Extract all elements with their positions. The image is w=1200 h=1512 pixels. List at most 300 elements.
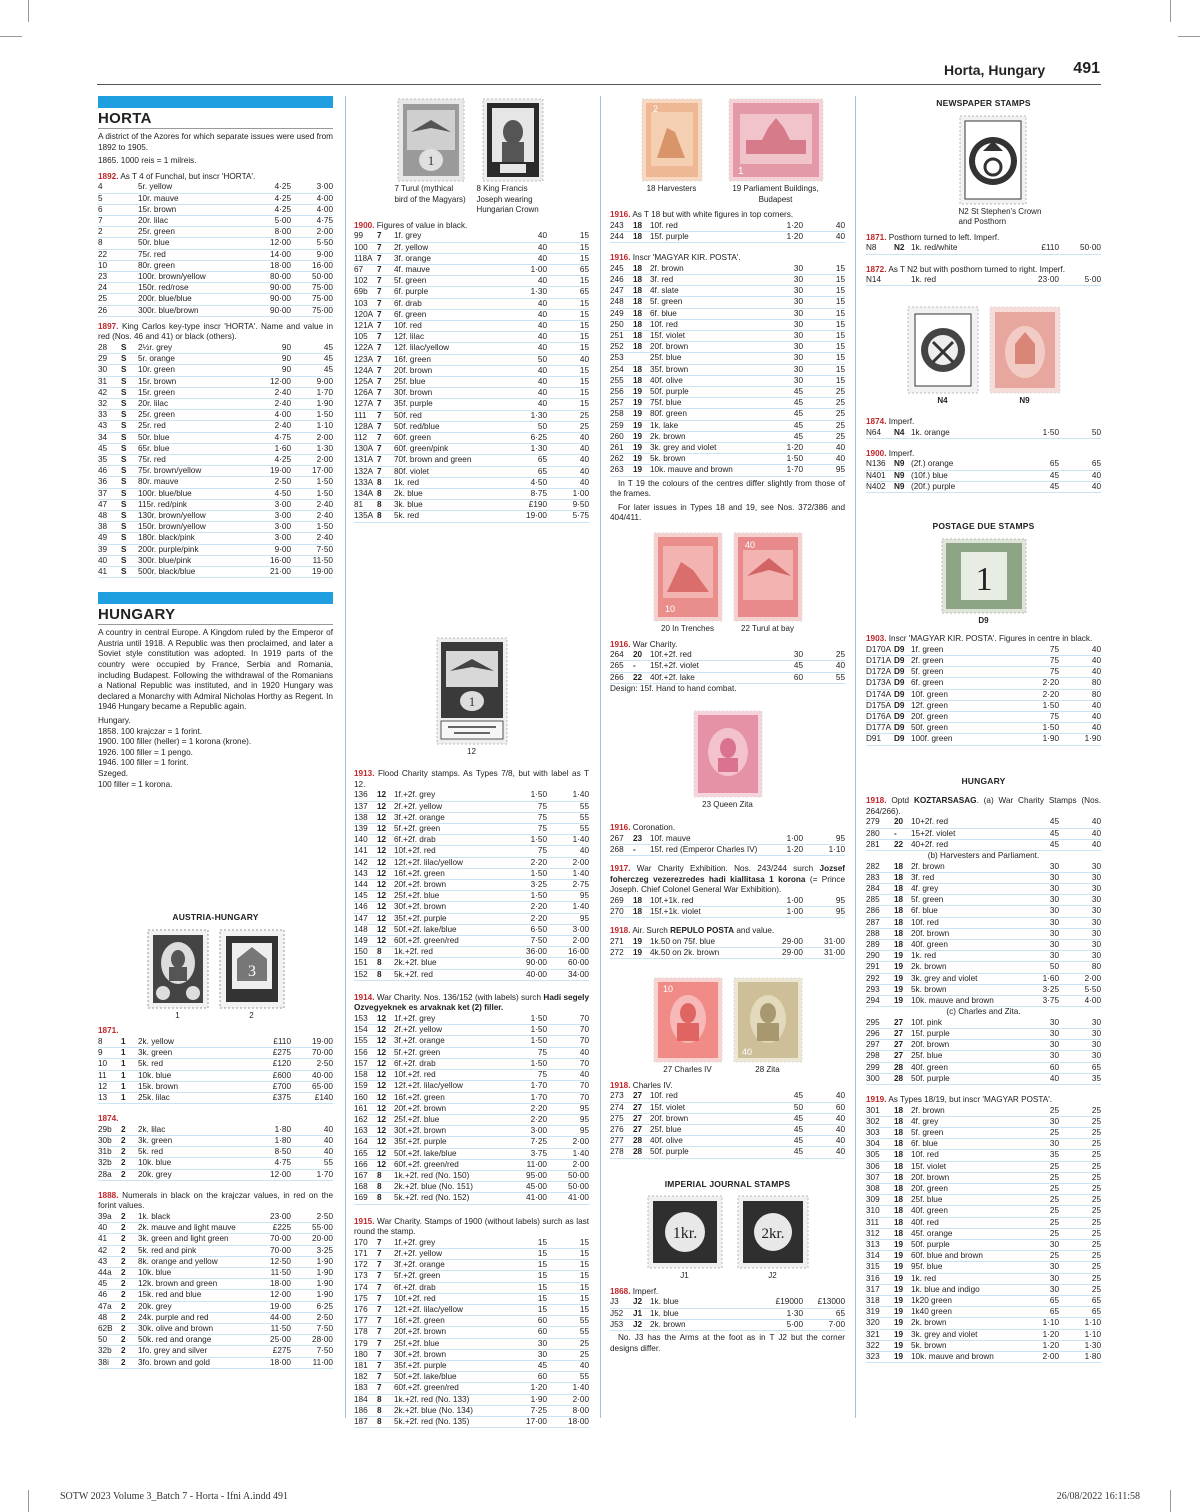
- mint-price: 40: [537, 276, 547, 286]
- stamp-table: [866, 1106, 1101, 1364]
- type-number: 19: [633, 454, 643, 464]
- description: 80f. violet: [394, 466, 430, 476]
- type-number: 19: [633, 398, 643, 408]
- catalogue-number: 263: [610, 465, 624, 475]
- type-number: 2: [121, 1335, 126, 1345]
- used-price: 1·40: [572, 868, 589, 878]
- description: 2f.+2f. yellow: [394, 1025, 443, 1035]
- used-price: 15: [579, 1282, 589, 1292]
- description: 25f. blue: [650, 353, 682, 363]
- catalogue-number: D171A: [866, 655, 892, 665]
- table-row: [354, 858, 589, 869]
- mint-price: 75: [537, 812, 547, 822]
- mint-price: 9·00: [274, 544, 291, 554]
- catalogue-number: 316: [866, 1273, 880, 1283]
- mint-price: £110: [273, 1036, 291, 1046]
- table-row: [354, 1260, 589, 1271]
- type-number: 18: [894, 1217, 904, 1227]
- mint-price: 95·00: [526, 1170, 547, 1180]
- description: 3f. red: [650, 274, 674, 284]
- mint-price: £120: [272, 1059, 291, 1069]
- figure-caption: 7 Turul (mythical bird of the Magyars): [394, 184, 466, 204]
- description: 50r. blue: [138, 238, 170, 248]
- used-price: 40: [835, 1147, 845, 1157]
- type-number: 2: [121, 1223, 126, 1233]
- description: 20r. lilac: [138, 215, 169, 225]
- table-row: [610, 1147, 845, 1158]
- header-rule: [97, 84, 1101, 85]
- description: 10k. mauve and brown: [911, 996, 994, 1005]
- table-row: [866, 1341, 1101, 1352]
- issue-heading: 1918. Optd KOZTARSASAG. (a) War Charity Stamps (Nos. 264/266).: [866, 796, 1101, 816]
- catalogue-number: 296: [866, 1029, 880, 1038]
- type-number: 8: [377, 969, 382, 979]
- description: 40f. olive: [650, 375, 683, 385]
- mint-price: 1·50: [530, 835, 547, 845]
- catalogue-number: 183: [354, 1383, 368, 1393]
- type-number: 7: [377, 1349, 382, 1359]
- catalogue-number: 136: [354, 790, 368, 800]
- crop-mark: [1178, 36, 1200, 37]
- used-price: 1·50: [316, 488, 333, 498]
- type-number: S: [121, 432, 127, 442]
- mint-price: 30: [537, 1349, 547, 1359]
- table-row: [354, 958, 589, 969]
- mint-price: 45: [793, 398, 803, 408]
- type-number: 7: [377, 231, 382, 241]
- description: 25f. blue: [394, 377, 426, 387]
- description: 20f. brown: [911, 1172, 950, 1182]
- description: 2k. yellow: [138, 1036, 174, 1046]
- mint-price: 40: [537, 309, 547, 319]
- used-price: 45: [323, 343, 333, 352]
- type-number: S: [121, 567, 127, 577]
- type-number: 8: [377, 947, 382, 957]
- mint-price: 30: [793, 308, 803, 318]
- used-price: 25: [1091, 1184, 1101, 1194]
- mint-price: 7·25: [530, 1405, 547, 1415]
- table-row: [866, 974, 1101, 985]
- table-row: [354, 1070, 589, 1081]
- mint-price: 60: [537, 1327, 547, 1337]
- mint-price: 17·00: [526, 1416, 547, 1426]
- used-price: 19·00: [312, 567, 333, 577]
- description: 5f. green: [911, 1128, 944, 1138]
- type-number: 18: [894, 1161, 904, 1171]
- mint-price: 2·20: [1042, 678, 1059, 688]
- used-price: 40: [579, 455, 589, 465]
- table-row: [354, 1182, 589, 1193]
- used-price: 40·00: [312, 1070, 333, 1080]
- mint-price: £110: [1041, 243, 1059, 253]
- type-number: 18: [894, 1116, 904, 1126]
- type-number: N9: [894, 459, 905, 469]
- used-price: 80: [1091, 678, 1101, 688]
- description: 16f.+2f. green: [394, 868, 445, 878]
- description: 2f.+2f. yellow: [394, 1248, 443, 1258]
- figure-caption: 22 Turul at bay: [741, 624, 794, 634]
- type-number: 7: [377, 253, 382, 263]
- description: 5f.+2f. green: [394, 824, 441, 834]
- page-number: 491: [1073, 60, 1100, 77]
- type-number: 19: [633, 409, 643, 419]
- description: 2k. brown: [650, 1319, 686, 1329]
- used-price: 30: [1091, 917, 1101, 927]
- table-row: [866, 1330, 1101, 1341]
- catalogue-number: 6: [98, 204, 103, 214]
- description: 115r. red/pink: [138, 499, 188, 509]
- table-row: [354, 1327, 589, 1338]
- description: 25f. blue: [650, 1124, 682, 1134]
- catalogue-number: 111: [354, 410, 367, 420]
- mint-price: 19·00: [270, 466, 291, 476]
- mint-price: 30: [793, 364, 803, 374]
- used-price: 95: [835, 465, 845, 475]
- description: 10f. red: [911, 1150, 939, 1160]
- mint-price: 30: [1049, 1240, 1059, 1250]
- type-number: 23: [633, 833, 643, 843]
- catalogue-number: 118A: [354, 253, 373, 263]
- figure-caption: 12: [467, 746, 476, 756]
- type-number: 19: [894, 1240, 904, 1250]
- catalogue-number: 40: [98, 1223, 108, 1233]
- mint-price: 7·50: [530, 936, 547, 946]
- catalogue-number: 309: [866, 1195, 880, 1205]
- table-row: [610, 221, 845, 232]
- running-title: Horta, Hungary: [944, 62, 1046, 78]
- used-price: 25: [579, 1338, 589, 1348]
- used-price: 7·50: [316, 1346, 333, 1356]
- description: 1k.+2f. red (No. 133): [394, 1394, 470, 1404]
- table-row: [866, 471, 1101, 482]
- type-number: 2: [121, 1267, 126, 1277]
- type-number: 28: [894, 1062, 904, 1072]
- type-number: 1: [121, 1070, 126, 1080]
- description: 2f.+2f. yellow: [394, 801, 443, 811]
- mint-price: 2·40: [274, 399, 291, 409]
- type-number: S: [121, 343, 127, 352]
- mint-price: 70·00: [270, 1234, 291, 1244]
- used-price: 65: [579, 287, 589, 297]
- mint-price: 30: [1049, 1139, 1059, 1149]
- mint-price: 60: [537, 1316, 547, 1326]
- type-number: 18: [633, 331, 643, 340]
- catalogue-number: 257: [610, 398, 624, 408]
- table-row: [98, 205, 333, 216]
- column-separator: [600, 96, 601, 1418]
- table-row: [354, 500, 589, 511]
- mint-price: 6·50: [530, 924, 547, 934]
- type-number: 2: [121, 1245, 126, 1255]
- issue-heading: 1871. Posthorn turned to left. Imperf.: [866, 232, 1000, 242]
- catalogue-number: 312: [866, 1228, 880, 1238]
- table-row: [610, 331, 845, 342]
- table-row: [610, 1091, 845, 1102]
- mint-price: 3·25: [530, 880, 547, 890]
- type-number: 18: [633, 286, 643, 296]
- table-row: [98, 567, 333, 578]
- used-price: 25: [1091, 1128, 1101, 1138]
- mint-price: 14·00: [270, 249, 291, 259]
- catalogue-number: 10: [98, 1059, 108, 1069]
- table-row: [866, 1318, 1101, 1329]
- mint-price: 45: [793, 1091, 803, 1101]
- used-price: 4·00: [316, 204, 333, 214]
- mint-price: 75: [1049, 655, 1059, 665]
- description: 4f. slate: [650, 286, 679, 296]
- type-number: S: [121, 387, 127, 397]
- catalogue-number: 81: [354, 500, 364, 510]
- used-price: 2·40: [316, 499, 333, 509]
- type-number: S: [121, 533, 127, 543]
- description: 25r. green: [138, 410, 175, 420]
- description: 4f. grey: [911, 883, 939, 893]
- catalogue-number: D172A: [866, 667, 892, 677]
- used-price: 40: [323, 1147, 333, 1157]
- catalogue-number: 67: [354, 264, 364, 274]
- mint-price: 75: [537, 1047, 547, 1057]
- stamp-figure: [693, 710, 763, 811]
- type-number: 8: [377, 1394, 382, 1404]
- catalogue-number: 256: [610, 387, 624, 397]
- used-price: 17·00: [312, 466, 333, 476]
- mint-price: 29·00: [782, 947, 803, 957]
- type-number: D9: [894, 667, 905, 677]
- table-row: [98, 377, 333, 388]
- type-number: 12: [377, 924, 387, 934]
- table-row: [866, 1051, 1101, 1062]
- type-number: 7: [377, 321, 382, 330]
- mint-price: 65: [1049, 459, 1059, 469]
- table-row: [866, 1352, 1101, 1363]
- currency-line: Szeged.: [98, 768, 129, 778]
- hungary-intro: A country in central Europe. A Kingdom ruled by the Emperor of Austria until 1918. A Republic was then proclaimed, and later a Soviet style constitution was adopted. In 1919 parts of the country were occupied by France, Serbia and Romania, including Budapest. Following the withdrawal of the Romanians a National Republic was instituted, and in 1920 Hungary was declared a Monarchy with Admiral Nicholas Horthy as Regent. In 1946 Hungary became a Republic again.: [98, 628, 333, 712]
- catalogue-number: 145: [354, 891, 368, 901]
- type-number: 27: [894, 1040, 904, 1050]
- table-row: [866, 1262, 1101, 1273]
- mint-price: 1·50: [530, 790, 547, 800]
- column-3: [610, 96, 845, 1357]
- catalogue-number: 143: [354, 868, 368, 878]
- used-price: 40: [1091, 655, 1101, 665]
- catalogue-number: 181: [354, 1360, 368, 1370]
- stamp-figure: [941, 538, 1027, 627]
- description: 50r. blue: [138, 432, 170, 442]
- used-price: 15: [835, 263, 845, 273]
- catalogue-number: 258: [610, 409, 624, 419]
- catalogue-number: 47a: [98, 1301, 112, 1311]
- stamp-image-zita: [733, 977, 803, 1063]
- column-4: [866, 96, 1101, 1363]
- used-price: 60·00: [568, 958, 589, 968]
- catalogue-number: 167: [354, 1170, 368, 1180]
- issue-heading: 1915. War Charity. Stamps of 1900 (without labels) surch as last round the stamp.: [354, 1216, 589, 1237]
- catalogue-number: 9: [98, 1048, 103, 1058]
- issue-note: For later issues in Types 18 and 19, see Nos. 372/386 and 404/411.: [610, 502, 845, 523]
- used-price: 1·40: [572, 835, 589, 845]
- mint-price: 21·00: [270, 567, 291, 577]
- used-price: 40: [579, 1047, 589, 1057]
- used-price: 4·75: [316, 215, 333, 225]
- mint-price: 25: [1049, 1105, 1059, 1115]
- catalogue-number: 299: [866, 1062, 880, 1072]
- type-number: 7: [377, 298, 382, 308]
- used-price: 41·00: [568, 1193, 589, 1203]
- used-price: 19·00: [312, 1036, 333, 1046]
- table-row: [354, 1081, 589, 1092]
- catalogue-number: 121A: [354, 321, 374, 330]
- description: 10f. mauve: [650, 833, 691, 843]
- catalogue-number: 132A: [354, 466, 374, 476]
- type-number: S: [121, 544, 127, 554]
- mint-price: 60: [1049, 1062, 1059, 1072]
- description: 150r. red/rose: [138, 283, 189, 293]
- catalogue-number: 253: [610, 353, 624, 363]
- used-price: 25: [1091, 1273, 1101, 1283]
- catalogue-number: 32b: [98, 1346, 112, 1356]
- section-heading: IMPERIAL JOURNAL STAMPS: [664, 1178, 791, 1189]
- used-price: 70: [579, 1036, 589, 1046]
- description: 3k. blue: [394, 500, 423, 510]
- table-row: [98, 216, 333, 227]
- type-number: 12: [377, 1114, 387, 1124]
- used-price: 65·00: [312, 1081, 333, 1091]
- mint-price: 50: [793, 1102, 803, 1112]
- table-row: [354, 970, 589, 981]
- type-number: 8: [377, 489, 382, 499]
- catalogue-number: 7: [98, 215, 103, 225]
- used-price: 40: [579, 1070, 589, 1080]
- description: 3fo. brown and gold: [138, 1357, 210, 1367]
- catalogue-number: 28: [98, 343, 108, 352]
- used-price: 1·90: [316, 1290, 333, 1300]
- used-price: 15: [835, 274, 845, 284]
- catalogue-number: 45: [98, 443, 108, 453]
- catalogue-number: 321: [866, 1329, 880, 1339]
- mint-price: £700: [272, 1081, 291, 1091]
- type-number: S: [121, 410, 127, 420]
- description: 6f. drab: [394, 298, 422, 308]
- mint-price: 50: [537, 421, 547, 431]
- description: 60f. green: [394, 433, 431, 443]
- description: 5k. red: [138, 1147, 164, 1157]
- used-price: 1·10: [1084, 1318, 1101, 1328]
- used-price: 28·00: [312, 1335, 333, 1345]
- used-price: 2·00: [572, 1394, 589, 1404]
- description: 3f.+2f. orange: [394, 1036, 445, 1046]
- used-price: 15: [579, 377, 589, 387]
- catalogue-number: 318: [866, 1296, 880, 1306]
- mint-price: 3·00: [274, 511, 291, 521]
- catalogue-number: 254: [610, 364, 624, 374]
- catalogue-number: 275: [610, 1113, 624, 1123]
- mint-price: 4·25: [274, 204, 291, 214]
- table-row: [610, 264, 845, 275]
- catalogue-number: 320: [866, 1318, 880, 1328]
- catalogue-number: 29b: [98, 1124, 112, 1134]
- used-price: 31·00: [824, 947, 845, 957]
- catalogue-number: 273: [610, 1091, 624, 1101]
- catalogue-number: 243: [610, 220, 624, 230]
- used-price: 25: [835, 398, 845, 408]
- mint-price: 30: [793, 650, 803, 660]
- mint-price: 50: [537, 354, 547, 364]
- used-price: 25: [835, 431, 845, 441]
- mint-price: 15: [537, 1282, 547, 1292]
- mint-price: 40: [537, 388, 547, 398]
- table-row: [866, 1307, 1101, 1318]
- mint-price: 2·50: [274, 477, 291, 487]
- table-row: [98, 1037, 333, 1048]
- stamp-table: [866, 275, 1101, 286]
- stamp-image-arms: [219, 929, 285, 1009]
- mint-price: 30: [1049, 895, 1059, 905]
- used-price: 30: [1091, 951, 1101, 961]
- catalogue-number: 99: [354, 231, 364, 241]
- catalogue-number: 163: [354, 1126, 368, 1136]
- used-price: 40: [835, 231, 845, 241]
- table-row: [354, 813, 589, 824]
- table-row: [610, 398, 845, 409]
- mint-price: 5·00: [786, 1319, 803, 1329]
- table-row: [610, 309, 845, 320]
- description: 25f. blue: [911, 1195, 943, 1205]
- table-row: [98, 261, 333, 272]
- column-separator: [855, 96, 856, 1418]
- table-row: [866, 862, 1101, 873]
- design-note: Design: 15f. Hand to hand combat.: [610, 683, 737, 693]
- table-row: [354, 835, 589, 846]
- catalogue-number: 298: [866, 1051, 880, 1061]
- mint-price: 2·20: [530, 913, 547, 923]
- description: 1k. red: [394, 477, 420, 487]
- used-price: 7·00: [828, 1319, 845, 1329]
- figure-caption: 8 King Francis Joseph wearing Hungarian Crown: [476, 184, 539, 215]
- used-price: 15: [579, 1248, 589, 1258]
- mint-price: 45: [793, 387, 803, 397]
- country-title-hungary: HUNGARY: [98, 606, 333, 625]
- svg-text:10: 10: [662, 984, 673, 995]
- description: 60f. blue and brown: [911, 1251, 983, 1261]
- table-row: [98, 1279, 333, 1290]
- type-number: 18: [894, 1172, 904, 1182]
- stamp-images: [866, 538, 1101, 627]
- used-price: 30: [1091, 906, 1101, 916]
- description: 80r. mauve: [138, 477, 179, 487]
- mint-price: 90·00: [526, 958, 547, 968]
- catalogue-number: 22: [98, 249, 108, 259]
- table-row: [866, 1150, 1101, 1161]
- used-price: 1·10: [828, 844, 845, 854]
- column-separator: [345, 96, 346, 1418]
- table-row: [866, 884, 1101, 895]
- description: 10f. pink: [911, 1017, 942, 1027]
- catalogue-number: J3: [610, 1297, 619, 1307]
- stamp-table: [866, 1018, 1101, 1085]
- catalogue-number: 128A: [354, 421, 374, 431]
- catalogue-number: 33: [98, 410, 108, 420]
- description: 5f. green: [911, 667, 944, 677]
- used-price: 11·00: [312, 1357, 333, 1367]
- description: 1k. blue: [650, 1308, 679, 1318]
- mint-price: £600: [272, 1070, 291, 1080]
- catalogue-number: 46: [98, 466, 108, 476]
- table-row: [354, 343, 589, 354]
- stamp-figure: [919, 115, 1049, 228]
- catalogue-number: 173: [354, 1271, 368, 1281]
- used-price: 1·50: [316, 522, 333, 532]
- used-price: 1·80: [1084, 1352, 1101, 1362]
